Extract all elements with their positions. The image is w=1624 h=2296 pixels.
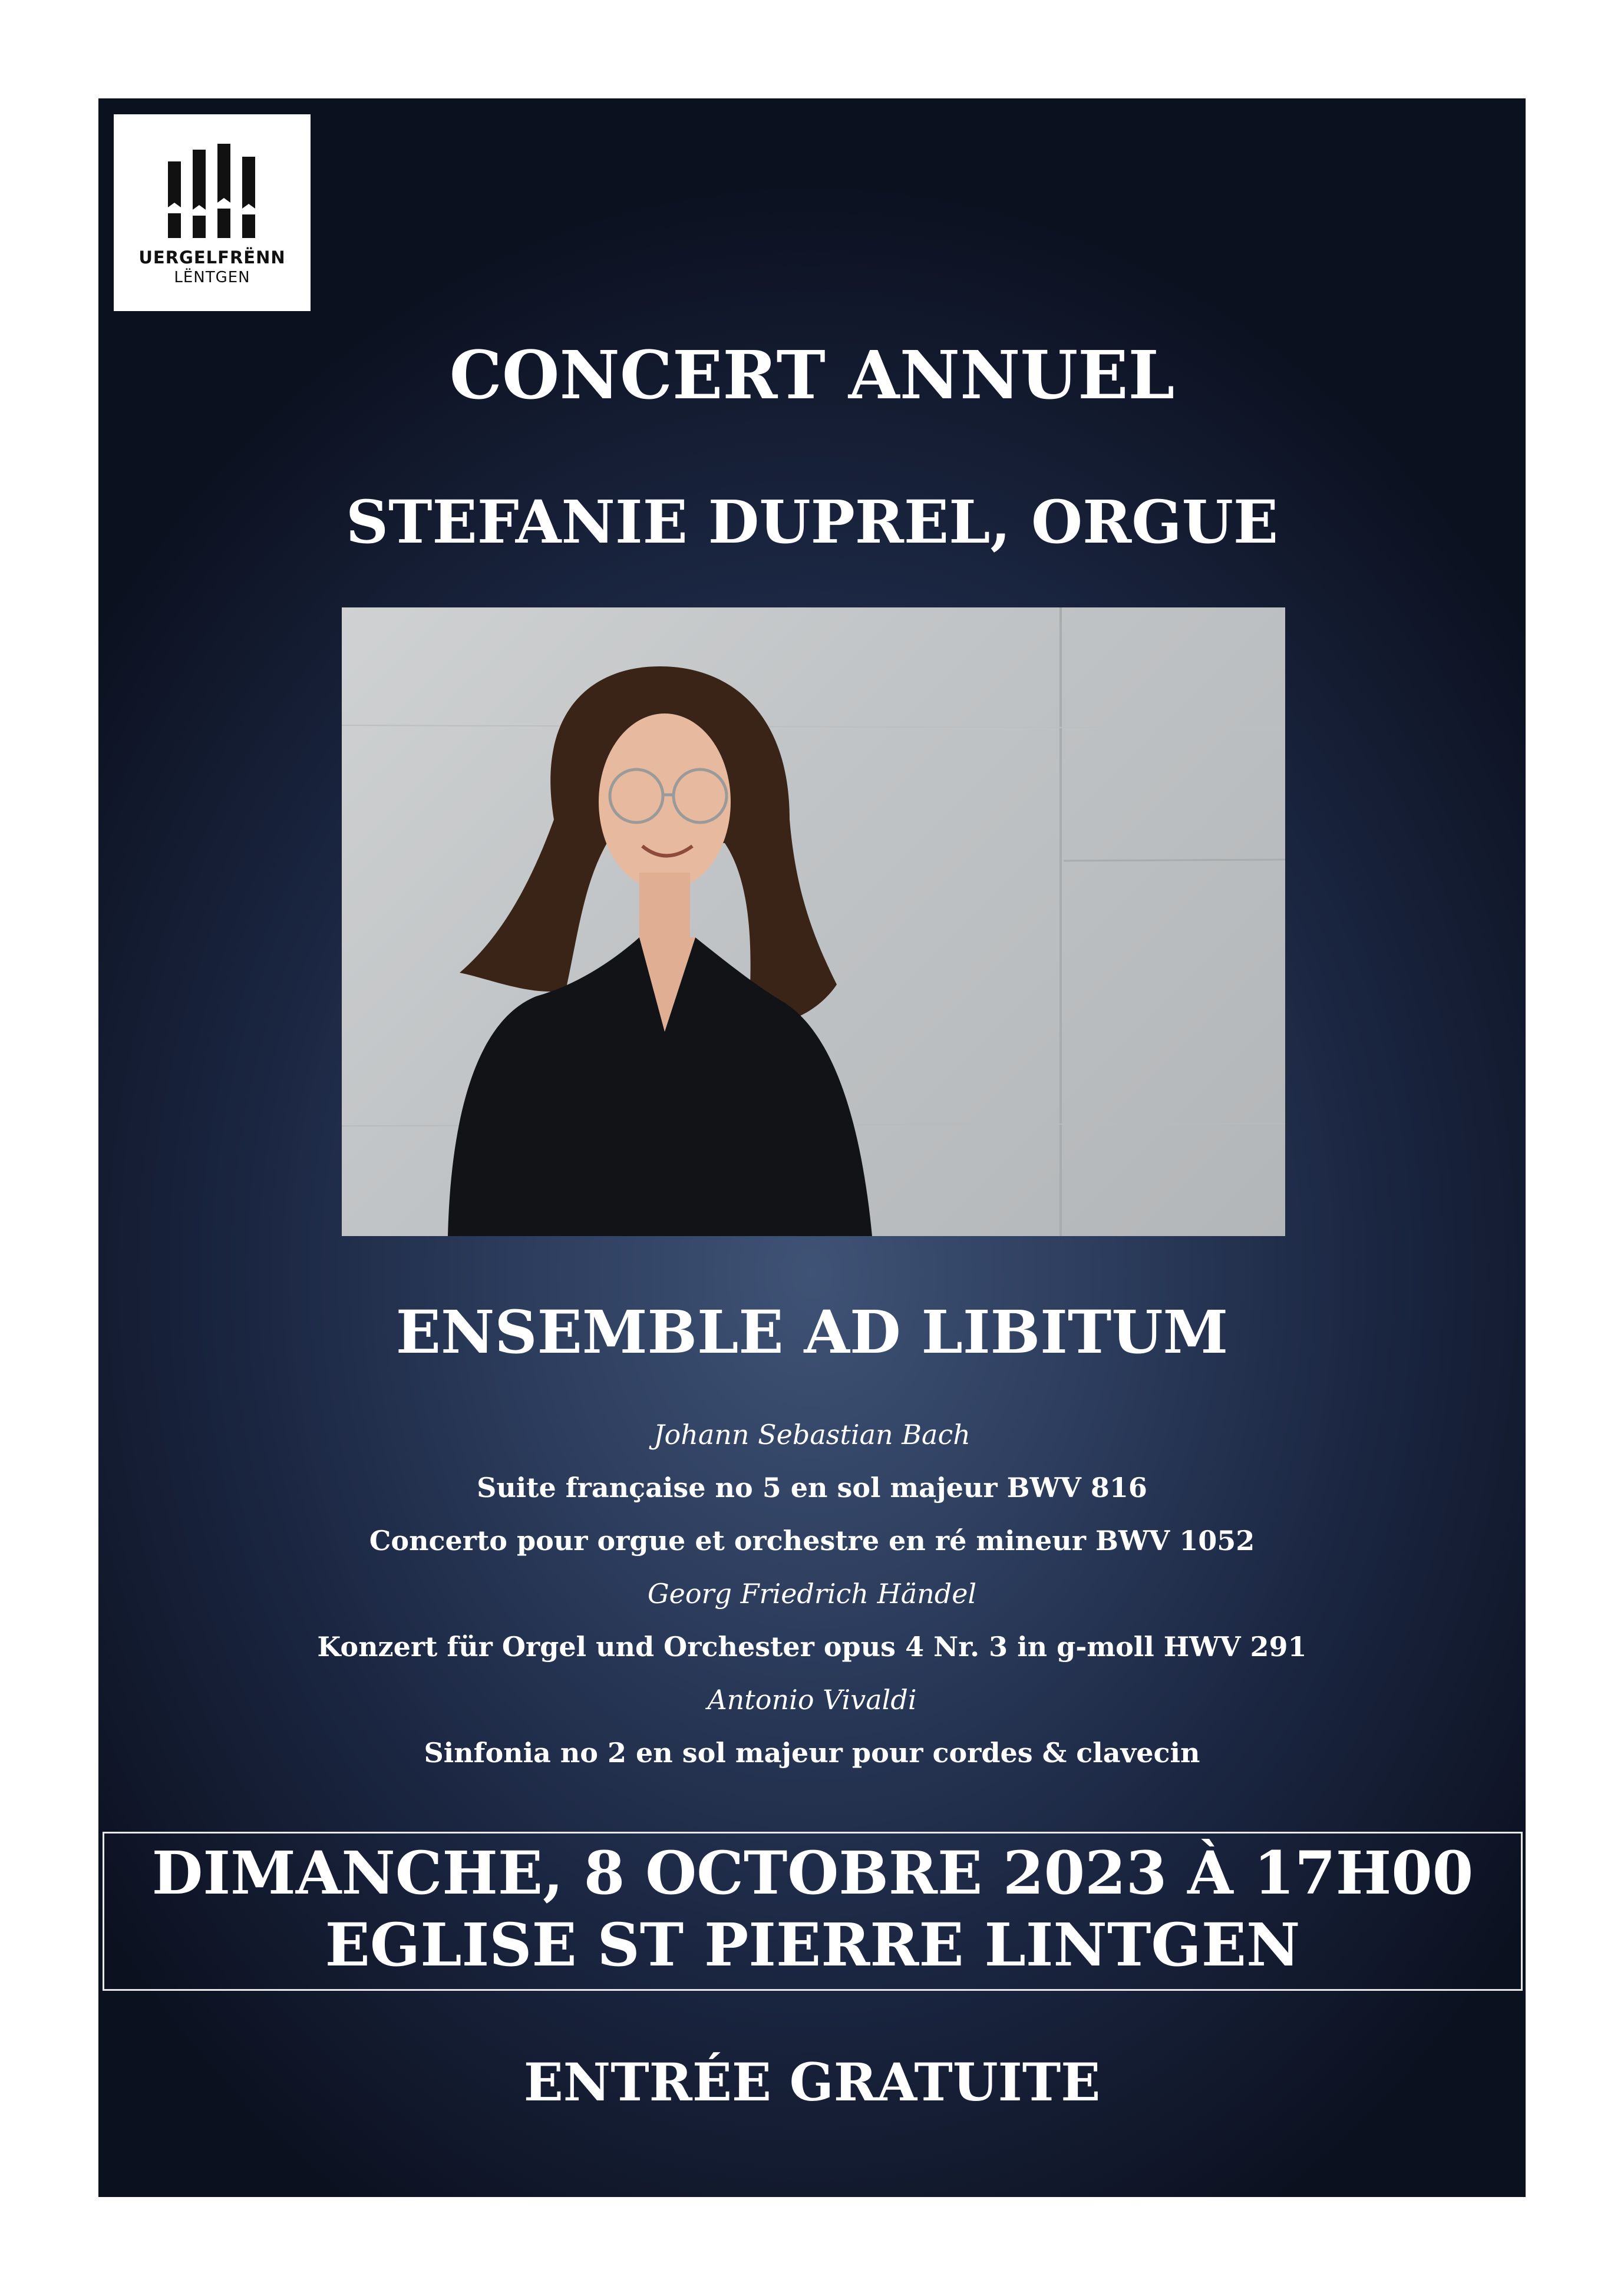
entry-notice: ENTRÉE GRATUITE xyxy=(523,2051,1101,2113)
program-list xyxy=(98,1408,1526,1779)
program-composer: Georg Friedrich Händel xyxy=(647,1578,977,1610)
ensemble-name: ENSEMBLE AD LIBITUM xyxy=(395,1297,1229,1367)
organ-pipes-icon xyxy=(166,144,259,238)
event-venue: EGLISE ST PIERRE LINTGEN xyxy=(325,1910,1300,1980)
program-composer: Antonio Vivaldi xyxy=(707,1684,917,1716)
program-piece: Konzert für Orgel und Orchester opus 4 Nr. 3 in g-moll HWV 291 xyxy=(317,1631,1307,1663)
logo-text-line1: UERGELFRËNN xyxy=(138,247,286,267)
program-piece: Suite française no 5 en sol majeur BWV 816 xyxy=(477,1472,1147,1504)
logo-text-line2: LËNTGEN xyxy=(174,269,250,286)
concert-title: CONCERT ANNUEL xyxy=(449,337,1175,414)
logo xyxy=(114,114,311,311)
event-date: DIMANCHE, 8 OCTOBRE 2023 À 17H00 xyxy=(151,1838,1474,1908)
performer-subtitle: STEFANIE DUPREL, ORGUE xyxy=(345,487,1279,557)
event-info-box xyxy=(103,1832,1523,1991)
program-composer: Johann Sebastian Bach xyxy=(653,1419,971,1451)
portrait-photo xyxy=(342,607,1285,1236)
program-piece: Sinfonia no 2 en sol majeur pour cordes & clavecin xyxy=(424,1737,1200,1769)
poster xyxy=(98,98,1526,2197)
program-piece: Concerto pour orgue et orchestre en ré mineur BWV 1052 xyxy=(369,1525,1255,1557)
